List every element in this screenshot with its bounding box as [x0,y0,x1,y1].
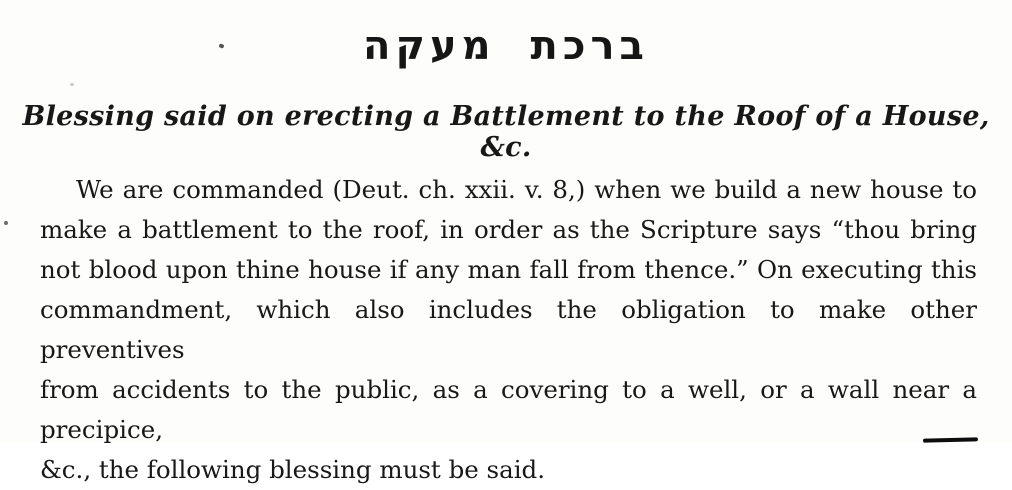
scan-speck-artifact [4,221,8,225]
hebrew-title: ברכת מעקה [363,22,649,69]
text-line: &c., the following blessing must be said. [40,455,546,484]
text-line: commandment, which also includes the obligation to make other preventives [40,295,977,364]
text-line: not blood upon thine house if any man fall from thence.” On executing this [40,255,977,284]
text-line: make a battlement to the roof, in order as the Scripture says “thou bring [40,215,977,244]
text-line: from accidents to the public, as a covering to a well, or a wall near a precipice, [40,375,977,444]
scan-speck-artifact [70,83,74,86]
text-line: We are commanded (Deut. ch. xxii. v. 8,) when we build a new house to [76,175,977,204]
section-heading: Blessing said on erecting a Battlement to the Roof of a House, &c. [22,101,990,163]
body-paragraph [40,170,977,490]
